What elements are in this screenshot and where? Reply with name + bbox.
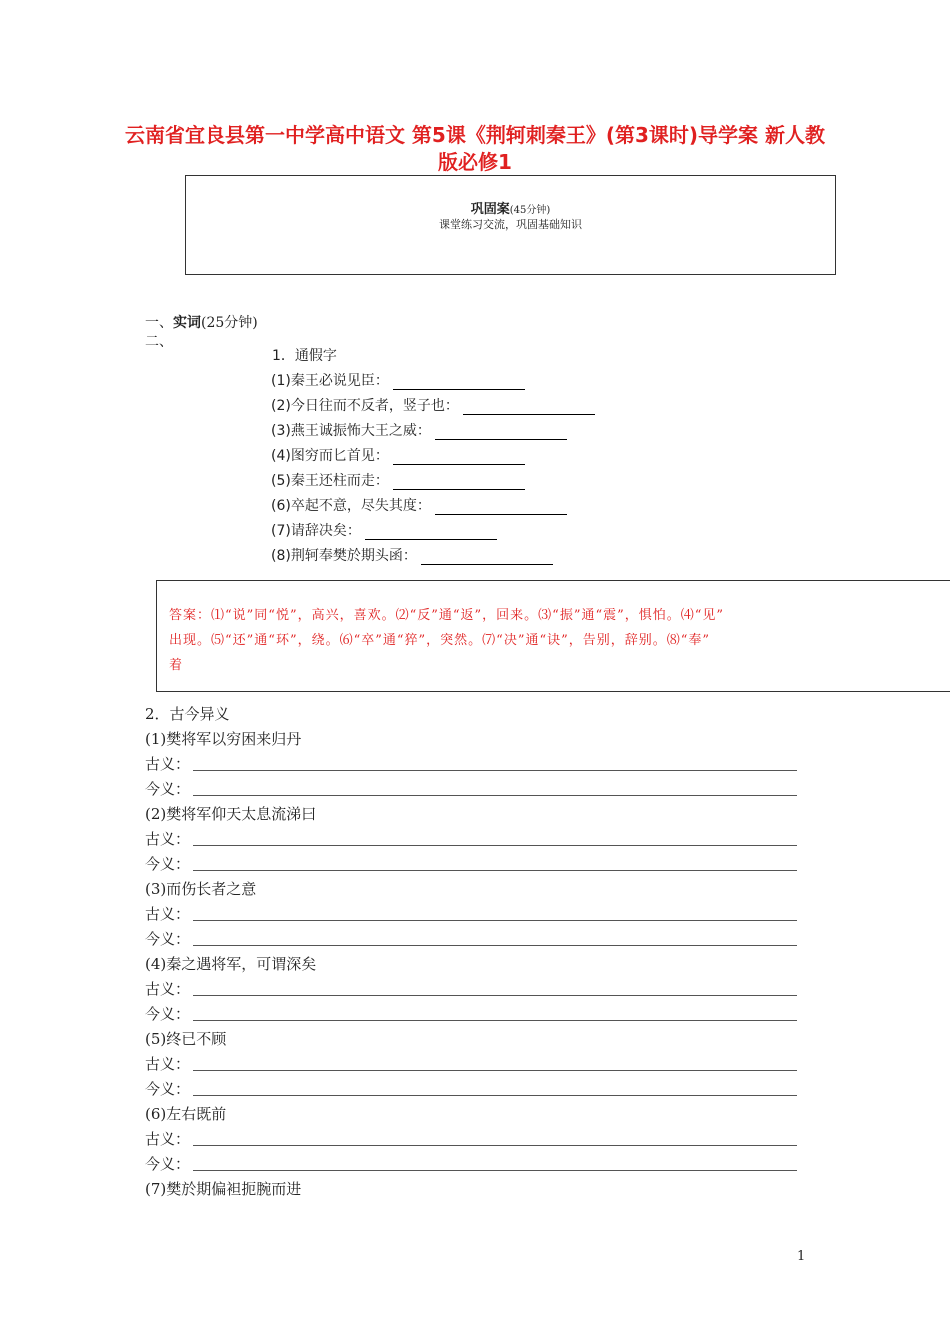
answer-line: 着	[169, 658, 184, 673]
answer-line: 出现。⑸“还”通“环”，绕。⑹“卒”通“猝”，突然。⑺“决”通“诀”，告别，辞别。⑻“奉”	[169, 633, 711, 648]
gu-label: 古义：	[145, 1055, 191, 1073]
gu-label: 古义：	[145, 755, 191, 773]
answer-blank[interactable]	[463, 400, 595, 415]
consolidation-heading	[186, 198, 835, 217]
tongjia-item-text: (1)秦王必说见臣：	[271, 373, 389, 389]
answer-blank[interactable]	[435, 425, 567, 440]
tongjia-item	[271, 547, 553, 565]
consolidation-time: (45分钟)	[509, 205, 551, 216]
gujin-question: (2)樊将军仰天太息流涕曰	[145, 805, 317, 823]
jin-label: 今义：	[145, 1005, 191, 1023]
jin-label: 今义：	[145, 1155, 191, 1173]
tongjia-item	[271, 472, 525, 490]
tongjia-item	[271, 522, 497, 540]
tongjia-item	[271, 397, 595, 415]
section-1-time: (25分钟)	[201, 315, 258, 331]
answer-blank[interactable]	[393, 375, 525, 390]
tongjia-item-text: (6)卒起不意，尽失其度：	[271, 498, 431, 514]
jin-answer-line[interactable]	[193, 1170, 797, 1171]
answer-blank[interactable]	[393, 450, 525, 465]
gu-answer-line[interactable]	[193, 920, 797, 921]
jin-label: 今义：	[145, 930, 191, 948]
tongjia-item	[271, 372, 525, 390]
gu-label: 古义：	[145, 980, 191, 998]
gujin-question: (4)秦之遇将军，可谓深矣	[145, 955, 317, 973]
tongjia-item-text: (7)请辞决矣：	[271, 523, 361, 539]
jin-label: 今义：	[145, 855, 191, 873]
answer-blank[interactable]	[393, 475, 525, 490]
jin-label: 今义：	[145, 780, 191, 798]
answer-blank[interactable]	[365, 525, 497, 540]
section-1-label: 实词	[173, 315, 201, 331]
tongjia-item-text: (4)图穷而匕首见：	[271, 448, 389, 464]
answer-blank[interactable]	[435, 500, 567, 515]
answer-box	[156, 580, 950, 692]
jin-label: 今义：	[145, 1080, 191, 1098]
tongjia-item	[271, 447, 525, 465]
gujin-question: (1)樊将军以穷困来归丹	[145, 730, 302, 748]
section-1-heading	[145, 314, 258, 332]
gu-label: 古义：	[145, 905, 191, 923]
answer-line: 答案：⑴“说”同“悦”，高兴，喜欢。⑵“反”通“返”，回来。⑶“振”通“震”，惧怕。⑷“见”	[169, 608, 725, 623]
tongjia-item-text: (2)今日往而不反者，竖子也：	[271, 398, 459, 414]
jin-answer-line[interactable]	[193, 795, 797, 796]
page-number: 1	[797, 1249, 806, 1264]
gu-answer-line[interactable]	[193, 770, 797, 771]
consolidation-box	[185, 175, 836, 275]
jin-answer-line[interactable]	[193, 870, 797, 871]
tongjia-item	[271, 497, 567, 515]
section-1-prefix: 一、	[145, 315, 173, 331]
gu-answer-line[interactable]	[193, 1070, 797, 1071]
consolidation-heading-label: 巩固案	[470, 202, 510, 217]
document-title: 云南省宜良县第一中学高中语文 第5课《荆轲刺秦王》(第3课时)导学案 新人教版必修1	[124, 123, 826, 174]
gu-label: 古义：	[145, 1130, 191, 1148]
gujin-title: 2．古今异义	[145, 705, 230, 723]
gujin-question: (7)樊於期偏袒扼腕而进	[145, 1180, 302, 1198]
gu-answer-line[interactable]	[193, 1145, 797, 1146]
gujin-question: (5)终已不顾	[145, 1030, 227, 1048]
gujin-question: (3)而伤长者之意	[145, 880, 257, 898]
gu-label: 古义：	[145, 830, 191, 848]
gu-answer-line[interactable]	[193, 995, 797, 996]
tongjia-item-text: (8)荆轲奉樊於期头函：	[271, 548, 417, 564]
tongjia-item	[271, 422, 567, 440]
consolidation-subtitle: 课堂练习交流，巩固基础知识	[439, 218, 582, 231]
answer-blank[interactable]	[421, 550, 553, 565]
jin-answer-line[interactable]	[193, 945, 797, 946]
jin-answer-line[interactable]	[193, 1095, 797, 1096]
jin-answer-line[interactable]	[193, 1020, 797, 1021]
tongjia-item-text: (5)秦王还柱而走：	[271, 473, 389, 489]
gu-answer-line[interactable]	[193, 845, 797, 846]
tongjia-title: 1．通假字	[272, 348, 337, 364]
gujin-question: (6)左右既前	[145, 1105, 227, 1123]
answer-text	[169, 603, 950, 678]
section-2-prefix: 二、	[145, 334, 173, 350]
tongjia-item-text: (3)燕王诚振怖大王之威：	[271, 423, 431, 439]
